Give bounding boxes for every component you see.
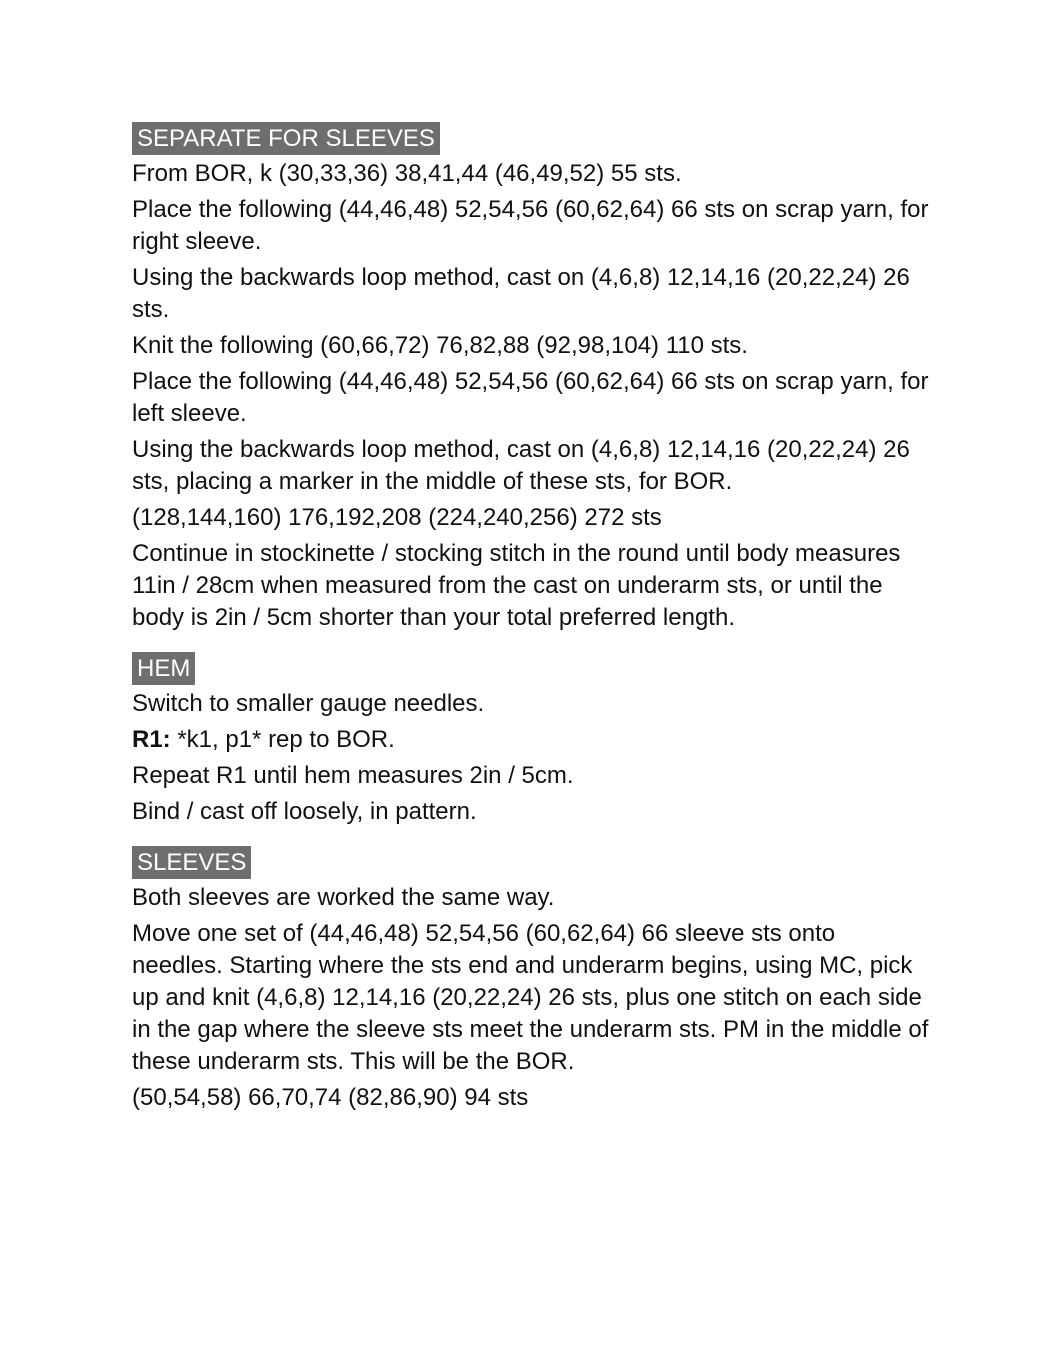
paragraph: Continue in stockinette / stocking stitch in the round until body measures 11in / 28cm when measured from the cast on underarm sts, or until the body is 2in / 5cm shorter than your total preferred length.: [132, 540, 901, 631]
section-sleeves: [132, 846, 932, 1114]
section-hem: [132, 652, 932, 828]
paragraph: Place the following (44,46,48) 52,54,56 (60,62,64) 66 sts on scrap yarn, for left sleeve.: [132, 368, 929, 427]
stitch-count: (50,54,58) 66,70,74 (82,86,90) 94 sts: [132, 1084, 529, 1111]
section-heading: HEM: [132, 652, 195, 685]
paragraph: Both sleeves are worked the same way.: [132, 884, 555, 911]
paragraph: Bind / cast off loosely, in pattern.: [132, 798, 477, 825]
section-heading: SLEEVES: [132, 846, 251, 879]
paragraph: Switch to smaller gauge needles.: [132, 690, 485, 717]
paragraph: Repeat R1 until hem measures 2in / 5cm.: [132, 762, 574, 789]
stitch-count: (128,144,160) 176,192,208 (224,240,256) 272 sts: [132, 504, 662, 531]
paragraph: Knit the following (60,66,72) 76,82,88 (92,98,104) 110 sts.: [132, 332, 748, 359]
pattern-content: [132, 122, 932, 1118]
paragraph: Move one set of (44,46,48) 52,54,56 (60,62,64) 66 sleeve sts onto needles. Starting where the sts end and underarm begins, using MC, pick up and knit (4,6,8) 12,14,16 (20,22,24) 26 sts, plus one stitch on each side in the gap where the sleeve sts meet the underarm sts. PM in the middle of these underarm sts. This will be the BOR.: [132, 920, 929, 1075]
round-label: R1:: [132, 726, 171, 753]
paragraph: Using the backwards loop method, cast on (4,6,8) 12,14,16 (20,22,24) 26 sts, placing a marker in the middle of these sts, for BOR.: [132, 436, 910, 495]
paragraph: Place the following (44,46,48) 52,54,56 (60,62,64) 66 sts on scrap yarn, for right sleeve.: [132, 196, 929, 255]
paragraph: Using the backwards loop method, cast on (4,6,8) 12,14,16 (20,22,24) 26 sts.: [132, 264, 910, 323]
round-instruction: [132, 724, 932, 756]
section-separate-for-sleeves: [132, 122, 932, 634]
round-text: *k1, p1* rep to BOR.: [170, 726, 395, 753]
paragraph: From BOR, k (30,33,36) 38,41,44 (46,49,52) 55 sts.: [132, 160, 682, 187]
section-heading: SEPARATE FOR SLEEVES: [132, 122, 440, 155]
